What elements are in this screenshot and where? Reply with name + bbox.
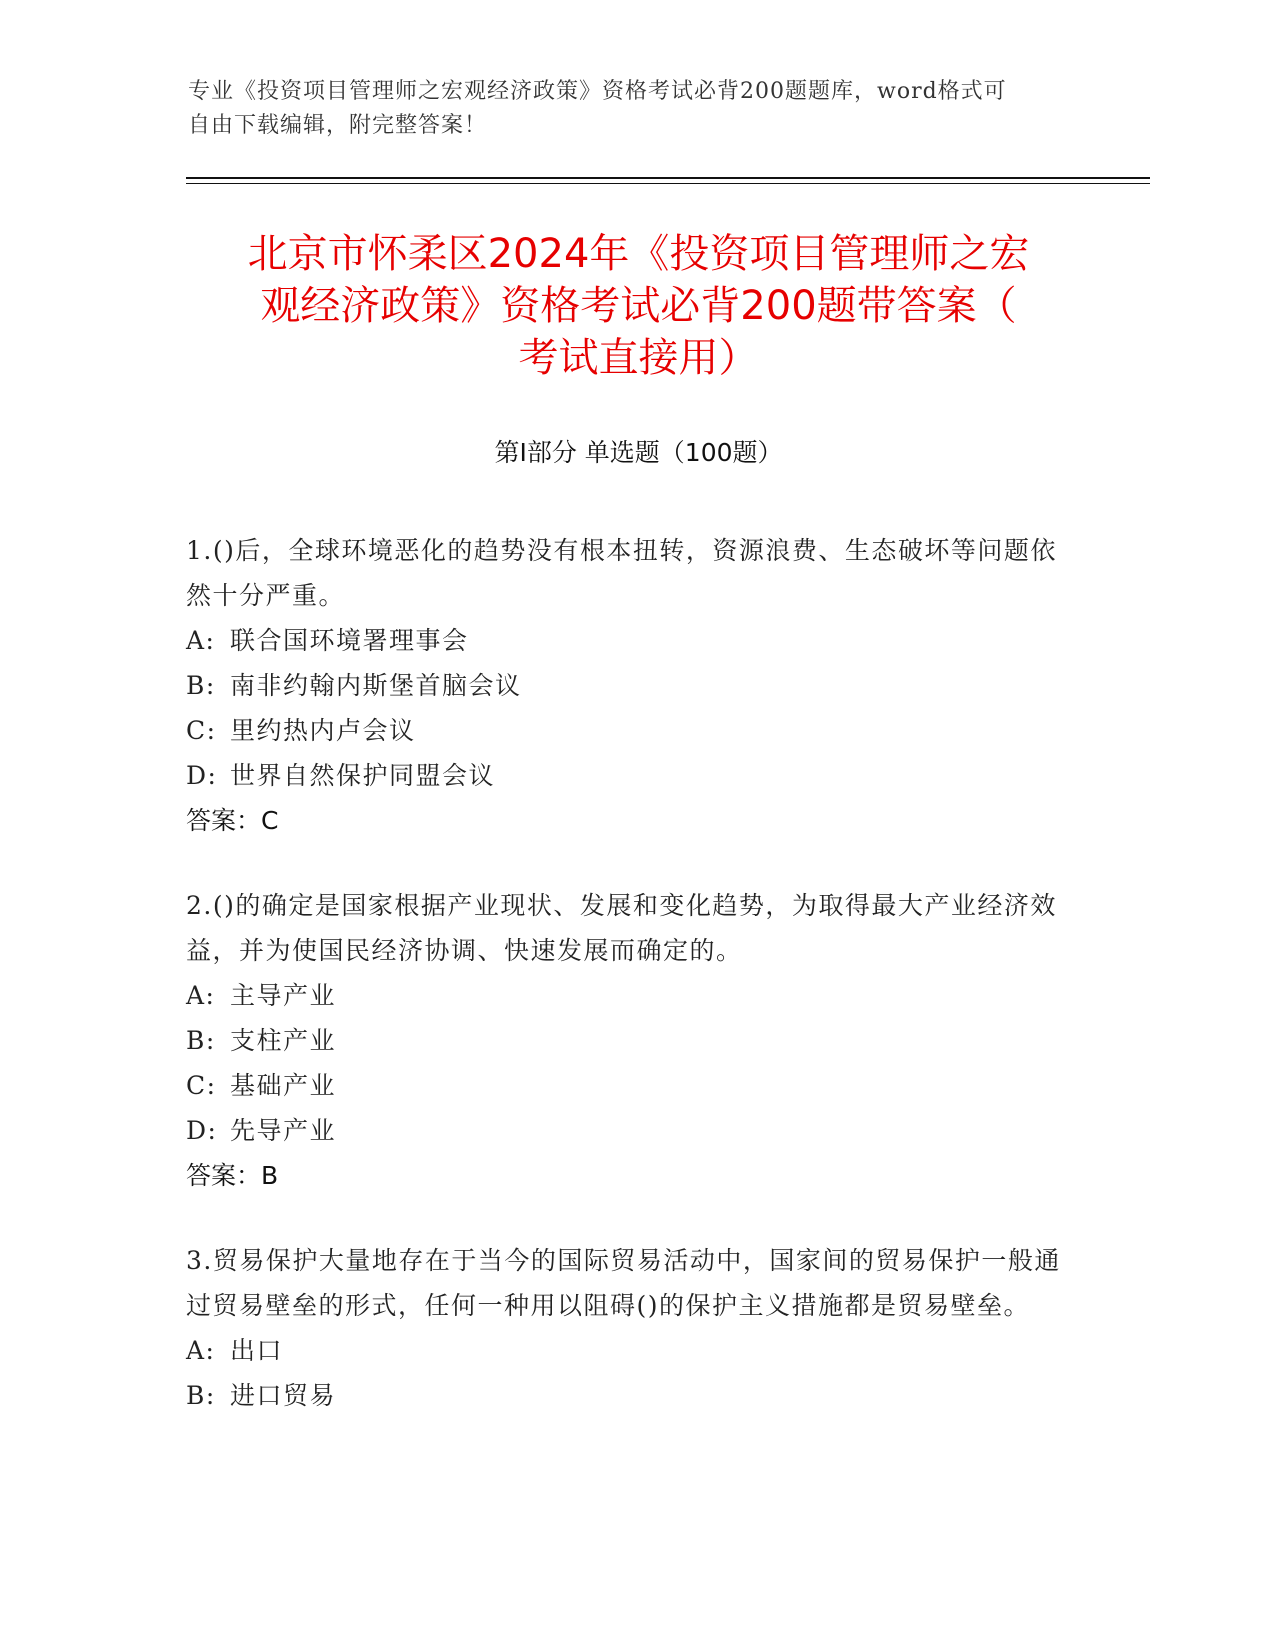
question-option: [186, 1328, 1066, 1373]
header-note: [188, 75, 1088, 143]
question-stem: 1.()后，全球环境恶化的趋势没有根本扭转，资源浪费、生态破坏等问题依然十分严重。: [186, 536, 1057, 610]
question-option: [186, 753, 1066, 798]
option-text: 主导产业: [230, 981, 337, 1010]
question-option: [186, 1373, 1066, 1418]
option-key: C:: [186, 716, 217, 745]
question-answer: 答案：B: [186, 1161, 279, 1190]
question-option: [186, 1018, 1066, 1063]
option-key: A:: [186, 1336, 216, 1365]
option-key: D:: [186, 761, 218, 790]
option-text: 世界自然保护同盟会议: [230, 761, 496, 790]
document-title-line: 观经济政策》资格考试必背200题带答案（: [260, 283, 1017, 329]
document-title-line: 考试直接用）: [518, 335, 759, 381]
option-key: B:: [186, 671, 216, 700]
question-item: [186, 1238, 1066, 1418]
header-rule-thin: [186, 183, 1150, 184]
option-key: A:: [186, 626, 216, 655]
header-note-line: 专业《投资项目管理师之宏观经济政策》资格考试必背200题题库，word格式可: [188, 79, 1007, 104]
question-item: [186, 528, 1066, 843]
option-key: B:: [186, 1026, 216, 1055]
question-item: [186, 883, 1066, 1198]
document-title: [186, 228, 1091, 384]
question-stem: 2.()的确定是国家根据产业现状、发展和变化趋势，为取得最大产业经济效益，并为使国民经济协调、快速发展而确定的。: [186, 891, 1057, 965]
question-option: [186, 618, 1066, 663]
option-key: C:: [186, 1071, 217, 1100]
header-note-line: 自由下载编辑，附完整答案！: [188, 113, 488, 138]
question-option: [186, 663, 1066, 708]
option-key: D:: [186, 1116, 218, 1145]
option-text: 联合国环境署理事会: [230, 626, 469, 655]
question-option: [186, 973, 1066, 1018]
question-answer: 答案：C: [186, 806, 279, 835]
option-text: 南非约翰内斯堡首脑会议: [230, 671, 522, 700]
option-key: B:: [186, 1381, 216, 1410]
option-text: 支柱产业: [230, 1026, 337, 1055]
option-text: 出口: [230, 1336, 284, 1365]
option-key: A:: [186, 981, 216, 1010]
option-text: 先导产业: [230, 1116, 337, 1145]
header-rule-thick: [186, 177, 1150, 179]
section-heading: 第Ⅰ部分 单选题（100题）: [494, 438, 783, 467]
question-option: [186, 1108, 1066, 1153]
question-option: [186, 708, 1066, 753]
question-list: [186, 528, 1066, 1458]
option-text: 里约热内卢会议: [230, 716, 416, 745]
question-stem: 3.贸易保护大量地存在于当今的国际贸易活动中，国家间的贸易保护一般通过贸易壁垒的形式，任何一种用以阻碍()的保护主义措施都是贸易壁垒。: [186, 1246, 1061, 1320]
document-title-line: 北京市怀柔区2024年《投资项目管理师之宏: [247, 231, 1030, 277]
question-option: [186, 1063, 1066, 1108]
option-text: 进口贸易: [230, 1381, 337, 1410]
option-text: 基础产业: [230, 1071, 337, 1100]
